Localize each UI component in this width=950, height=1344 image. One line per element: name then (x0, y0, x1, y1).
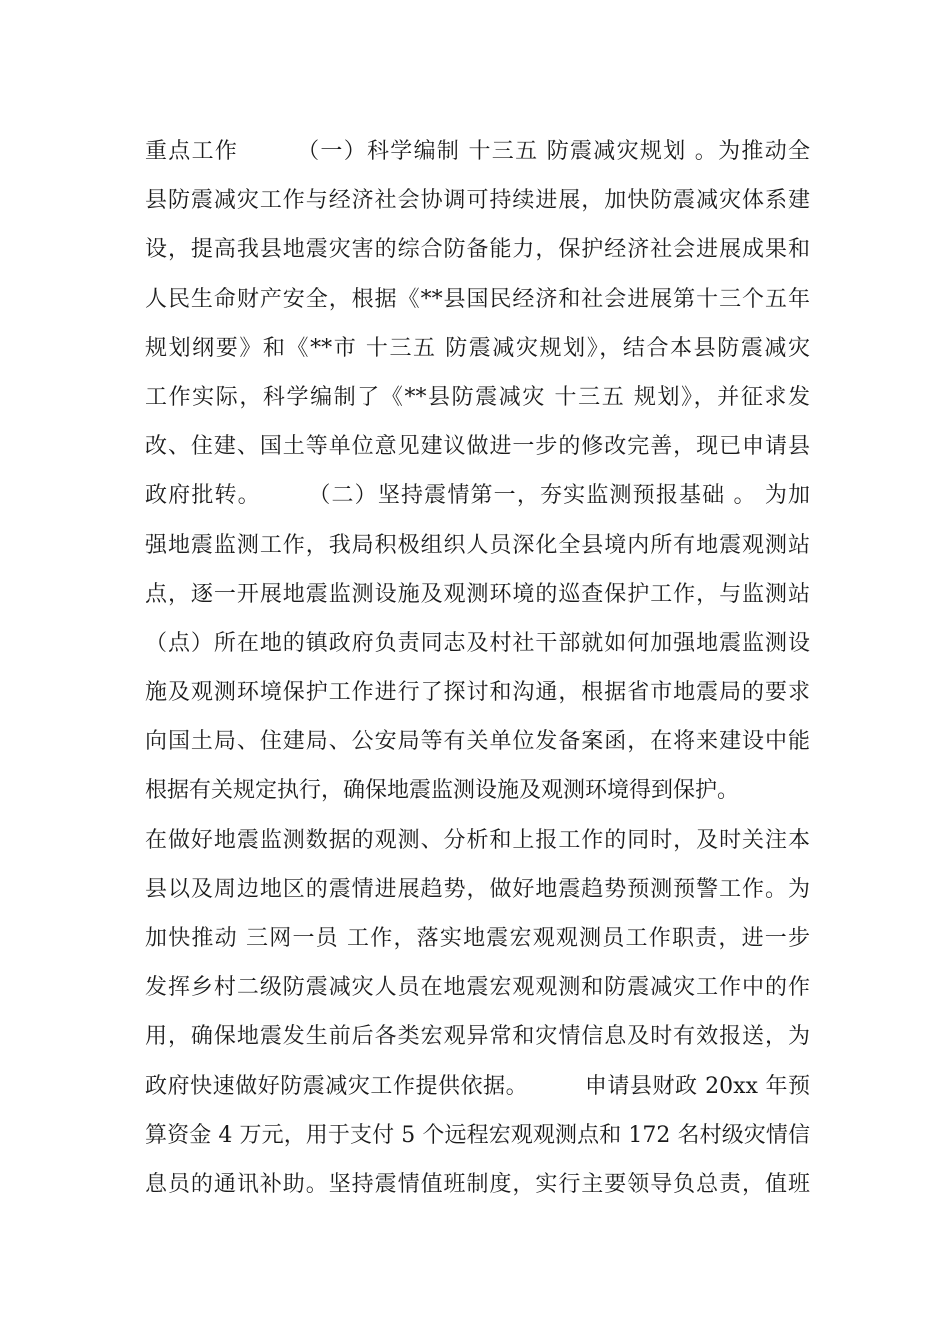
text-line: （点）所在地的镇政府负责同志及村社干部就如何加强地震监测设 (145, 630, 810, 656)
text-line: 息员的通讯补助。坚持震情值班制度，实行主要领导负总责，值班 (145, 1171, 810, 1197)
text-line: 政府快速做好防震减灾工作提供依据。 申请县财政 20xx 年预 (145, 1073, 810, 1099)
text-line: 人民生命财产安全，根据《**县国民经济和社会进展第十三个五年 (145, 286, 810, 312)
text-line: 政府批转。 （二）坚持震情第一，夯实监测预报基础 。 为加 (145, 483, 810, 509)
text-line: 点，逐一开展地震监测设施及观测环境的巡查保护工作，与监测站 (145, 581, 810, 607)
text-line: 县防震减灾工作与经济社会协调可持续进展，加快防震减灾体系建 (145, 188, 810, 214)
text-line: 向国土局、住建局、公安局等有关单位发备案函，在将来建设中能 (145, 729, 810, 755)
text-line: 在做好地震监测数据的观测、分析和上报工作的同时，及时关注本 (145, 827, 810, 853)
text-line: 施及观测环境保护工作进行了探讨和沟通，根据省市地震局的要求 (145, 680, 810, 706)
text-line: 改、住建、国土等单位意见建议做进一步的修改完善，现已申请县 (145, 434, 810, 460)
text-line: 设，提高我县地震灾害的综合防备能力，保护经济社会进展成果和 (145, 237, 810, 263)
text-line: 根据有关规定执行，确保地震监测设施及观测环境得到保护。 (145, 778, 740, 804)
text-line: 算资金 4 万元，用于支付 5 个远程宏观观测点和 172 名村级灾情信 (145, 1122, 810, 1148)
text-line: 县以及周边地区的震情进展趋势，做好地震趋势预测预警工作。为 (145, 876, 810, 902)
text-line: 重点工作 （一）科学编制 十三五 防震减灾规划 。为推动全 (145, 139, 810, 164)
text-line: 发挥乡村二级防震减灾人员在地震宏观观测和防震减灾工作中的作 (145, 975, 810, 1001)
text-line: 加快推动 三网一员 工作，落实地震宏观观测员工作职责，进一步 (145, 926, 810, 951)
text-line: 强地震监测工作，我局积极组织人员深化全县境内所有地震观测站 (145, 532, 810, 558)
text-line: 工作实际，科学编制了《**县防震减灾 十三五 规划》，并征求发 (145, 384, 810, 410)
text-line: 用，确保地震发生前后各类宏观异常和灾情信息及时有效报送，为 (145, 1024, 810, 1050)
body-text (145, 130, 810, 1212)
text-line: 规划纲要》和《**市 十三五 防震减灾规划》，结合本县防震减灾 (145, 335, 810, 361)
